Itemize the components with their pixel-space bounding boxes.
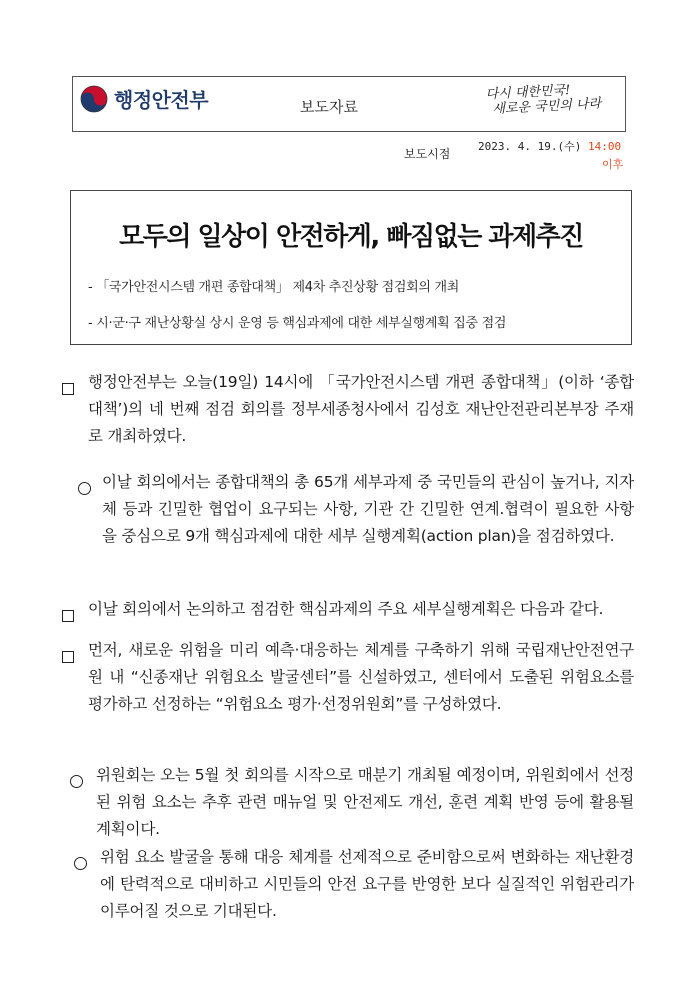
ministry-logo [80, 84, 208, 113]
page-title: 모두의 일상이 안전하게, 빠짐없는 과제추진 [119, 222, 583, 252]
square-bullet-icon [62, 651, 74, 663]
paragraph-4 [62, 637, 634, 718]
ministry-name: 행정안전부 [114, 88, 209, 112]
slogan-line2: 새로운 국민의 나라 [492, 96, 602, 118]
paragraph-text: 이날 회의에서는 종합대책의 총 65개 세부과제 중 국민들의 관심이 높거나, 지자체 등과 긴밀한 협업이 요구되는 사항, 기관 간 긴밀한 연계.협력이 필요한 사항을 중심으로 9개 핵심과제에 대한 세부 실행계획(action plan)을 점검하였다. [102, 473, 634, 545]
embargo-label: 보도시점 [404, 147, 451, 161]
square-bullet-icon [62, 610, 74, 622]
paragraph-6 [74, 844, 634, 925]
square-bullet-icon [62, 383, 74, 395]
embargo-after: 이후 [602, 158, 624, 171]
subtitle-2: - 시·군·구 재난상황실 상시 운영 등 핵심과제에 대한 세부실행계획 집중 점검 [88, 316, 507, 331]
circle-bullet-icon [78, 482, 91, 495]
paragraph-5 [70, 762, 634, 843]
circle-bullet-icon [74, 857, 87, 870]
doc-type: 보도자료 [300, 98, 358, 116]
paragraph-text: 위원회는 오는 5월 첫 회의를 시작으로 매분기 개최될 예정이며, 위원회에서 선정된 위험 요소는 추후 관련 매뉴얼 및 안전제도 개선, 훈련 계획 반영 등에 활용될 계획이다. [96, 766, 634, 838]
circle-bullet-icon [70, 775, 83, 788]
embargo-date: 2023. 4. 19.(수) [478, 140, 582, 153]
subtitle-1: - 「국가안전시스템 개편 종합대책」 제4차 추진상황 점검회의 개최 [88, 280, 460, 295]
paragraph-1 [62, 369, 634, 450]
embargo-time: 14:00 [587, 140, 622, 153]
taegeuk-icon [80, 85, 108, 113]
paragraph-text: 먼저, 새로운 위험을 미리 예측·대응하는 체계를 구축하기 위해 국립재난안전연구원 내 “신종재난 위험요소 발굴센터”를 신설하였고, 센터에서 도출된 위험요소를 평가하고 선정하는 “위험요소 평가·선정위원회”를 구성하였다. [88, 641, 634, 713]
paragraph-3 [62, 596, 634, 623]
paragraph-2 [78, 469, 634, 550]
embargo-datetime [478, 138, 621, 154]
paragraph-text: 이날 회의에서 논의하고 점검한 핵심과제의 주요 세부실행계획은 다음과 같다. [88, 600, 604, 618]
paragraph-text: 위험 요소 발굴을 통해 대응 체계를 선제적으로 준비함으로써 변화하는 재난환경에 탄력적으로 대비하고 시민들의 안전 요구를 반영한 보다 실질적인 위험관리가 이루어질 것으로 기대된다. [100, 848, 634, 920]
slogan-line1: 다시 대한민국! [485, 82, 571, 103]
paragraph-text: 행정안전부는 오늘(19일) 14시에 「국가안전시스템 개편 종합대책」(이하 ‘종합대책’)의 네 번째 점검 회의를 정부세종청사에서 김성호 재난안전관리본부장 주재로 개최하였다. [88, 373, 634, 445]
